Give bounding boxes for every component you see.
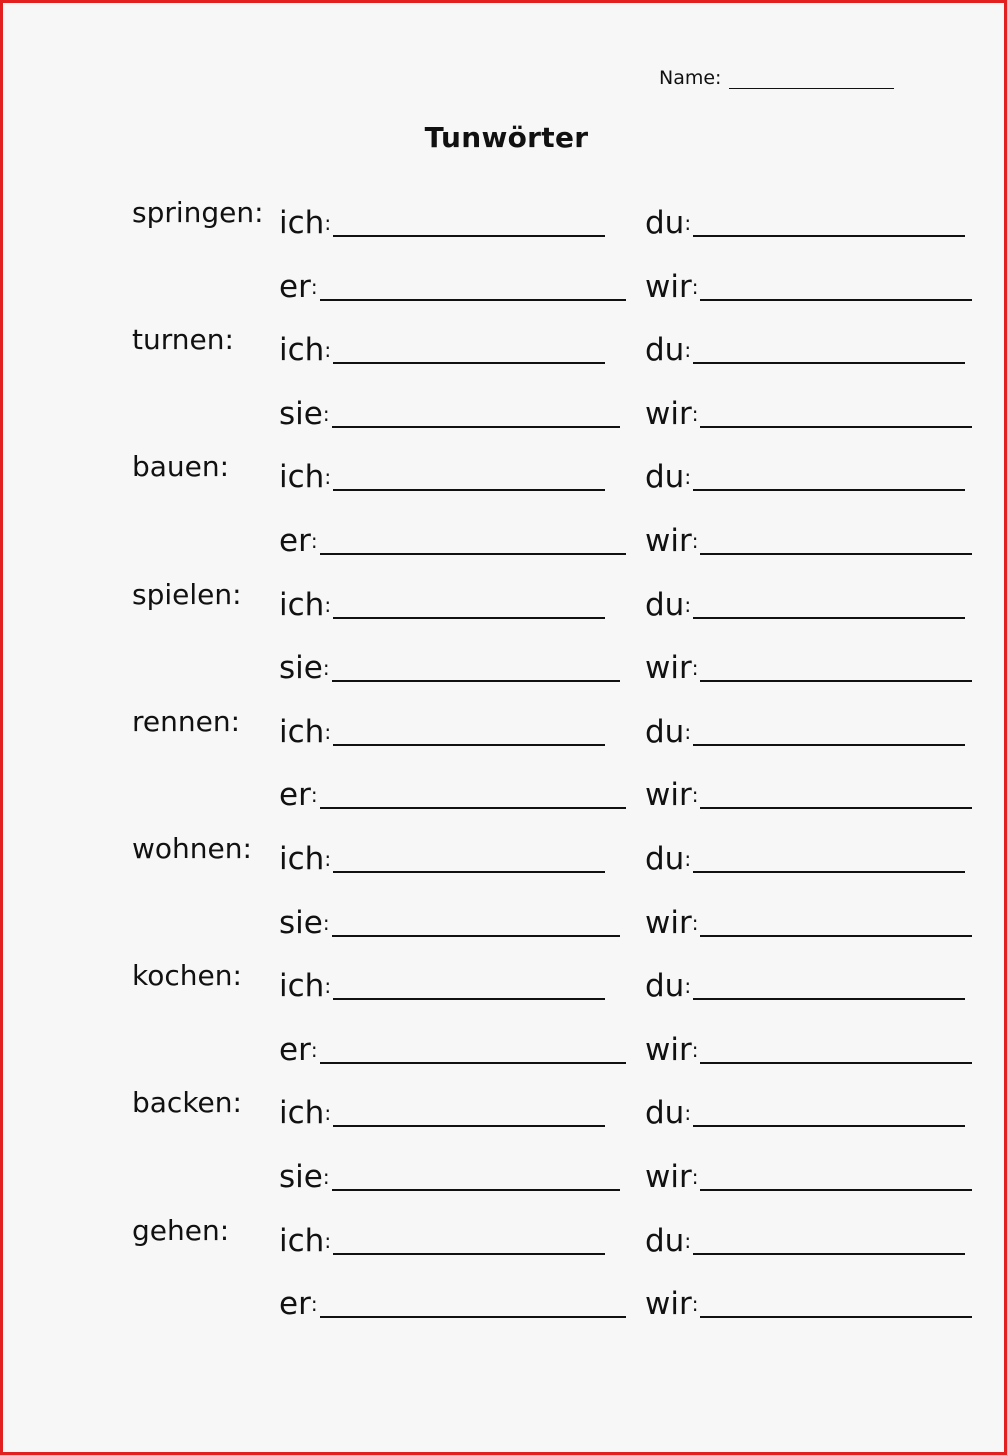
pronoun-label: wir <box>645 268 692 305</box>
pronoun-blank <box>279 583 605 623</box>
answer-line[interactable] <box>332 390 620 428</box>
answer-line[interactable] <box>320 1026 626 1064</box>
pronoun-blank <box>645 519 972 559</box>
pronoun-blank <box>279 1155 620 1195</box>
answer-line[interactable] <box>693 708 965 746</box>
conjugation-row <box>3 646 1007 702</box>
pronoun-blank <box>279 773 626 813</box>
pronoun-blank <box>279 1028 626 1068</box>
pronoun-label: du <box>645 1095 685 1132</box>
conjugation-row <box>3 832 1007 893</box>
colon: : <box>684 847 692 871</box>
pronoun-blank <box>279 519 626 559</box>
conjugation-row <box>3 577 1007 639</box>
page-title: Tunwörter <box>424 121 589 154</box>
conjugation-row <box>3 196 1007 257</box>
pronoun-blank <box>645 455 965 495</box>
pronoun-label: ich <box>279 205 325 241</box>
answer-line[interactable] <box>693 1089 965 1127</box>
pronoun-label: du <box>645 586 685 623</box>
pronoun-blank <box>645 1219 965 1259</box>
colon: : <box>691 1037 699 1062</box>
pronoun-label: sie <box>279 904 323 941</box>
answer-line[interactable] <box>700 1280 972 1318</box>
pronoun-label: du <box>645 205 685 241</box>
pronoun-label: sie <box>279 395 323 432</box>
pronoun-label: wir <box>645 395 692 432</box>
pronoun-label: wir <box>645 650 692 687</box>
answer-line[interactable] <box>693 199 965 237</box>
pronoun-blank <box>645 1091 965 1131</box>
answer-line[interactable] <box>333 962 605 1000</box>
pronoun-blank <box>279 201 605 241</box>
conjugation-row <box>3 450 1007 511</box>
answer-line[interactable] <box>693 1217 965 1255</box>
pronoun-label: wir <box>645 777 692 814</box>
pronoun-blank <box>279 837 605 877</box>
answer-line[interactable] <box>700 263 972 301</box>
name-field <box>659 67 894 89</box>
pronoun-label: du <box>645 968 685 1005</box>
pronoun-blank <box>645 583 965 623</box>
colon: : <box>324 338 332 363</box>
colon: : <box>324 465 332 490</box>
colon: : <box>310 783 318 808</box>
pronoun-label: er <box>279 1286 311 1323</box>
answer-line[interactable] <box>333 1217 605 1255</box>
answer-line[interactable] <box>693 326 965 364</box>
answer-line[interactable] <box>320 263 626 301</box>
pronoun-blank <box>279 455 605 495</box>
colon: : <box>322 1165 330 1189</box>
colon: : <box>691 529 699 553</box>
colon: : <box>324 1101 332 1126</box>
pronoun-label: wir <box>645 904 692 941</box>
conjugation-row <box>3 959 1007 1020</box>
pronoun-blank <box>279 392 620 432</box>
pronoun-label: wir <box>645 523 692 559</box>
conjugation-row <box>3 519 1007 575</box>
name-label: Name: <box>659 67 722 89</box>
pronoun-blank <box>645 710 965 750</box>
pronoun-label: du <box>645 841 685 877</box>
colon: : <box>691 910 699 935</box>
pronoun-blank <box>645 1028 972 1068</box>
answer-line[interactable] <box>320 517 626 555</box>
pronoun-blank <box>645 837 965 877</box>
pronoun-blank <box>279 1282 626 1322</box>
verb-label: bauen: <box>132 450 230 484</box>
pronoun-blank <box>279 1091 605 1131</box>
pronoun-blank <box>645 646 972 686</box>
pronoun-label: wir <box>645 1286 692 1323</box>
colon: : <box>324 719 332 744</box>
pronoun-label: ich <box>279 459 325 496</box>
pronoun-label: ich <box>279 968 325 1005</box>
answer-line[interactable] <box>333 453 605 491</box>
pronoun-blank <box>645 901 972 941</box>
conjugation-row <box>3 323 1007 384</box>
pronoun-label: du <box>645 459 685 496</box>
pronoun-blank <box>645 328 965 368</box>
conjugation-row <box>3 1213 1007 1275</box>
pronoun-blank <box>279 328 605 368</box>
pronoun-label: wir <box>645 1031 692 1068</box>
verb-label: gehen: <box>132 1213 230 1247</box>
pronoun-label: er <box>279 1031 311 1068</box>
pronoun-label: ich <box>279 586 325 623</box>
pronoun-label: wir <box>645 1159 692 1195</box>
pronoun-blank <box>279 964 605 1004</box>
answer-line[interactable] <box>700 644 972 682</box>
name-blank-line[interactable] <box>729 68 894 89</box>
pronoun-blank <box>645 392 972 432</box>
answer-line[interactable] <box>332 644 620 682</box>
answer-line[interactable] <box>333 835 605 873</box>
answer-line[interactable] <box>693 835 965 873</box>
pronoun-blank <box>279 265 626 305</box>
colon: : <box>684 719 692 744</box>
colon: : <box>684 1101 692 1126</box>
pronoun-label: du <box>645 332 685 369</box>
answer-line[interactable] <box>332 1153 620 1191</box>
colon: : <box>684 211 692 235</box>
verb-label: turnen: <box>132 323 234 357</box>
colon: : <box>310 529 318 553</box>
colon: : <box>322 401 330 426</box>
colon: : <box>684 592 692 617</box>
pronoun-blank <box>645 964 965 1004</box>
pronoun-label: ich <box>279 1222 325 1259</box>
conjugation-row <box>3 392 1007 448</box>
pronoun-label: du <box>645 713 685 750</box>
pronoun-label: er <box>279 523 311 559</box>
pronoun-label: ich <box>279 713 325 750</box>
pronoun-label: ich <box>279 1095 325 1132</box>
verb-label: wohnen: <box>132 832 252 865</box>
colon: : <box>324 592 332 617</box>
answer-line[interactable] <box>333 581 605 619</box>
answer-line[interactable] <box>332 899 620 937</box>
verb-label: spielen: <box>132 577 242 611</box>
pronoun-label: ich <box>279 841 325 877</box>
answer-line[interactable] <box>700 390 972 428</box>
answer-line[interactable] <box>700 1026 972 1064</box>
pronoun-label: sie <box>279 650 323 687</box>
verb-label: springen: <box>132 196 264 229</box>
conjugation-row <box>3 901 1007 957</box>
colon: : <box>684 974 692 999</box>
pronoun-blank <box>645 1155 972 1195</box>
pronoun-blank <box>279 1219 605 1259</box>
colon: : <box>684 338 692 363</box>
colon: : <box>322 656 330 681</box>
answer-line[interactable] <box>320 1280 626 1318</box>
answer-line[interactable] <box>693 453 965 491</box>
answer-line[interactable] <box>693 962 965 1000</box>
verb-label: rennen: <box>132 704 241 738</box>
colon: : <box>684 1228 692 1253</box>
conjugation-row <box>3 1155 1007 1211</box>
pronoun-label: er <box>279 268 311 305</box>
colon: : <box>322 910 330 935</box>
conjugation-row <box>3 1282 1007 1338</box>
answer-line[interactable] <box>700 1153 972 1191</box>
pronoun-blank <box>645 773 972 813</box>
pronoun-label: ich <box>279 332 325 369</box>
answer-line[interactable] <box>333 1089 605 1127</box>
answer-line[interactable] <box>693 581 965 619</box>
colon: : <box>310 1292 318 1317</box>
pronoun-blank <box>279 710 605 750</box>
colon: : <box>310 274 318 299</box>
answer-line[interactable] <box>333 326 605 364</box>
pronoun-label: er <box>279 777 311 814</box>
colon: : <box>684 465 692 490</box>
pronoun-blank <box>645 201 965 241</box>
verb-label: backen: <box>132 1086 242 1120</box>
pronoun-blank <box>645 1282 972 1322</box>
answer-line[interactable] <box>333 708 605 746</box>
colon: : <box>691 1292 699 1317</box>
colon: : <box>324 847 332 871</box>
pronoun-blank <box>279 646 620 686</box>
pronoun-blank <box>279 901 620 941</box>
pronoun-blank <box>645 265 972 305</box>
conjugation-row <box>3 265 1007 321</box>
conjugation-row <box>3 1086 1007 1147</box>
colon: : <box>691 1165 699 1189</box>
pronoun-label: sie <box>279 1159 323 1195</box>
answer-line[interactable] <box>700 517 972 555</box>
answer-line[interactable] <box>700 899 972 937</box>
pronoun-label: du <box>645 1222 685 1259</box>
colon: : <box>691 274 699 299</box>
colon: : <box>324 211 332 235</box>
conjugation-row <box>3 773 1007 829</box>
colon: : <box>691 401 699 426</box>
answer-line[interactable] <box>333 199 605 237</box>
conjugation-row <box>3 704 1007 766</box>
answer-line[interactable] <box>700 771 972 809</box>
verb-label: kochen: <box>132 959 242 993</box>
answer-line[interactable] <box>320 771 626 809</box>
colon: : <box>324 974 332 999</box>
colon: : <box>691 783 699 808</box>
colon: : <box>310 1037 318 1062</box>
colon: : <box>691 656 699 681</box>
conjugation-row <box>3 1028 1007 1084</box>
colon: : <box>324 1228 332 1253</box>
